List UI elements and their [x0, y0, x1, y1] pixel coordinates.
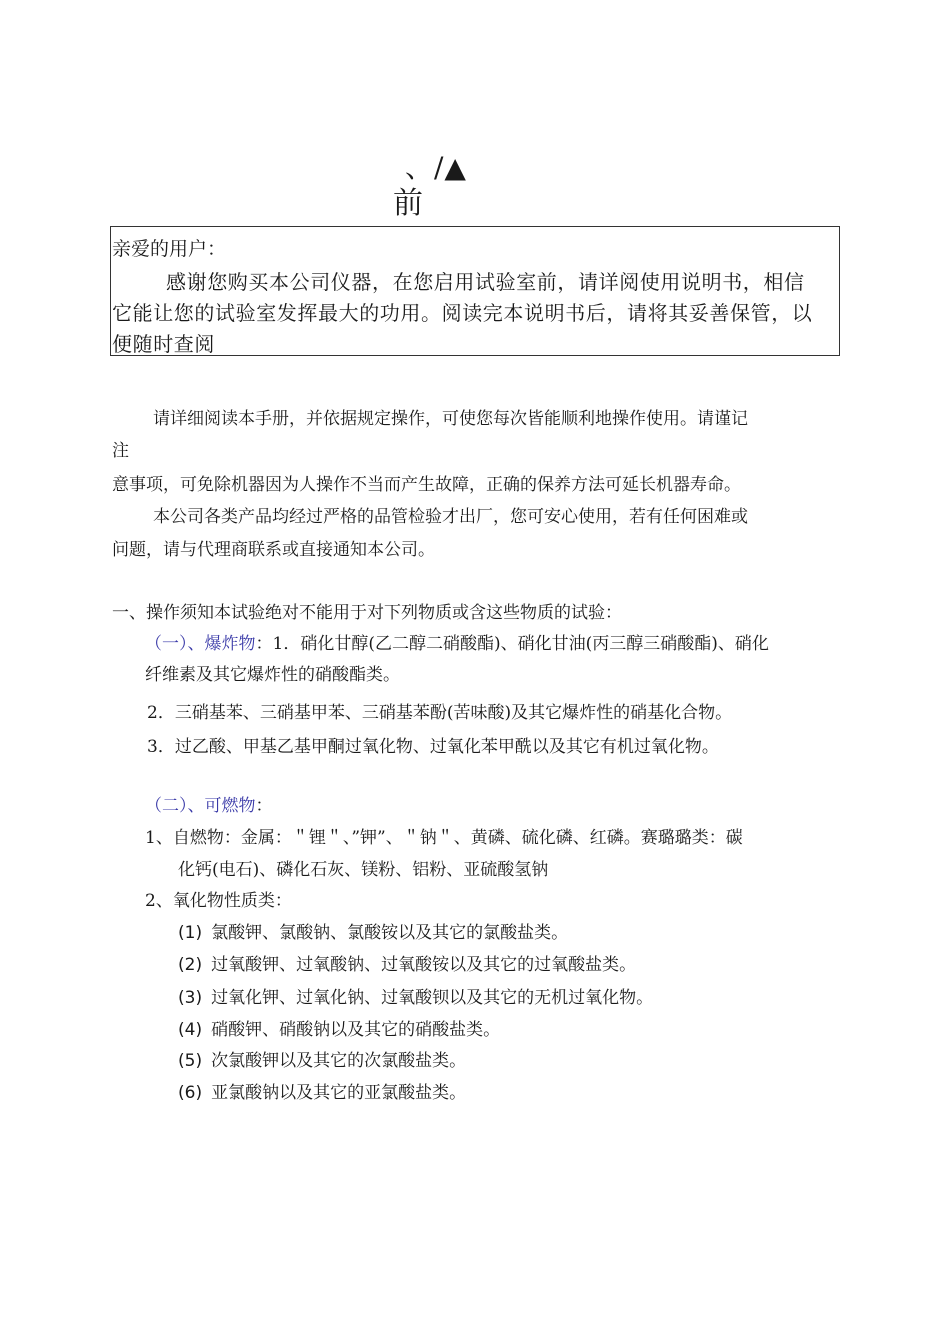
list-item-text: 过氧酸钾、过氧酸钠、过氧酸铵以及其它的过氧酸盐类。: [211, 955, 637, 975]
header-mark: 、/▲: [405, 151, 467, 184]
sub1-line1: [145, 629, 769, 654]
notice-greeting: 亲爱的用户：: [112, 238, 227, 260]
list-item-num: (1): [178, 923, 203, 943]
list-item-num: (2): [178, 955, 203, 975]
sub1-item2: 2．三硝基苯、三硝基甲苯、三硝基苯酚(苦味酸)及其它爆炸性的硝基化合物。: [147, 703, 733, 723]
list-item: [178, 1015, 500, 1040]
sub2-item2: 2、氧化物性质类：: [145, 891, 292, 911]
list-item: [178, 983, 653, 1008]
list-item-text: 过氧化钾、过氧化钠、过氧酸钡以及其它的无机过氧化物。: [211, 988, 654, 1008]
sub2-heading: [145, 791, 273, 816]
notice-line-2: 它能让您的试验室发挥最大的功用。阅读完本说明书后，请将其妥善保管，以: [112, 301, 813, 325]
notice-line-1: 感谢您购买本公司仪器，在您启用试验室前，请详阅使用说明书，相信: [166, 270, 805, 294]
intro-p1-line3: 意事项，可免除机器因为人操作不当而产生故障，正确的保养方法可延长机器寿命。: [112, 475, 741, 495]
sub1-label: （一）、爆炸物: [145, 634, 256, 654]
sub1-item3: 3．过乙酸、甲基乙基甲酮过氧化物、过氧化苯甲酰以及其它有机过氧化物。: [147, 737, 719, 757]
intro-p2-line1: 本公司各类产品均经过严格的品管检验才出厂，您可安心使用，若有任何困难或: [153, 507, 748, 527]
sub2-label: （二）、可燃物: [145, 796, 256, 816]
intro-p1-line2: 注: [112, 441, 129, 461]
list-item-num: (5): [178, 1051, 203, 1071]
notice-line-3: 便随时查阅: [112, 332, 215, 356]
sub2-item1-line2: 化钙(电石)、磷化石灰、镁粉、铝粉、亚硫酸氢钠: [178, 860, 549, 880]
sub1-item1-line2: 纤维素及其它爆炸性的硝酸酯类。: [145, 665, 400, 685]
list-item-text: 硝酸钾、硝酸钠以及其它的硝酸盐类。: [211, 1020, 501, 1040]
page-title: 前: [393, 186, 423, 221]
list-item-text: 亚氯酸钠以及其它的亚氯酸盐类。: [211, 1083, 467, 1103]
list-item: [178, 1078, 466, 1103]
section1-heading: 一、操作须知本试验绝对不能用于对下列物质或含这些物质的试验：: [112, 603, 622, 623]
list-item: [178, 918, 568, 943]
sub2-label-suffix: ：: [255, 796, 273, 816]
sub2-item1-line1: 1、自燃物：金属：＂锂＂、”钾”、＂钠＂、黄磷、硫化磷、红磷。赛璐璐类：碳: [145, 828, 743, 848]
intro-p2-line2: 问题，请与代理商联系或直接通知本公司。: [112, 540, 435, 560]
list-item-text: 次氯酸钾以及其它的次氯酸盐类。: [211, 1051, 467, 1071]
list-item: [178, 1046, 466, 1071]
list-item-num: (4): [178, 1020, 203, 1040]
list-item-text: 氯酸钾、氯酸钠、氯酸铵以及其它的氯酸盐类。: [211, 923, 569, 943]
intro-p1-line1: 请详细阅读本手册，并依据规定操作，可使您每次皆能顺利地操作使用。请谨记: [153, 409, 748, 429]
list-item-num: (3): [178, 988, 203, 1008]
sub1-item1-line1: ：1．硝化甘醇(乙二醇二硝酸酯)、硝化甘油(丙三醇三硝酸酯)、硝化: [255, 634, 769, 654]
list-item-num: (6): [178, 1083, 203, 1103]
list-item: [178, 950, 636, 975]
